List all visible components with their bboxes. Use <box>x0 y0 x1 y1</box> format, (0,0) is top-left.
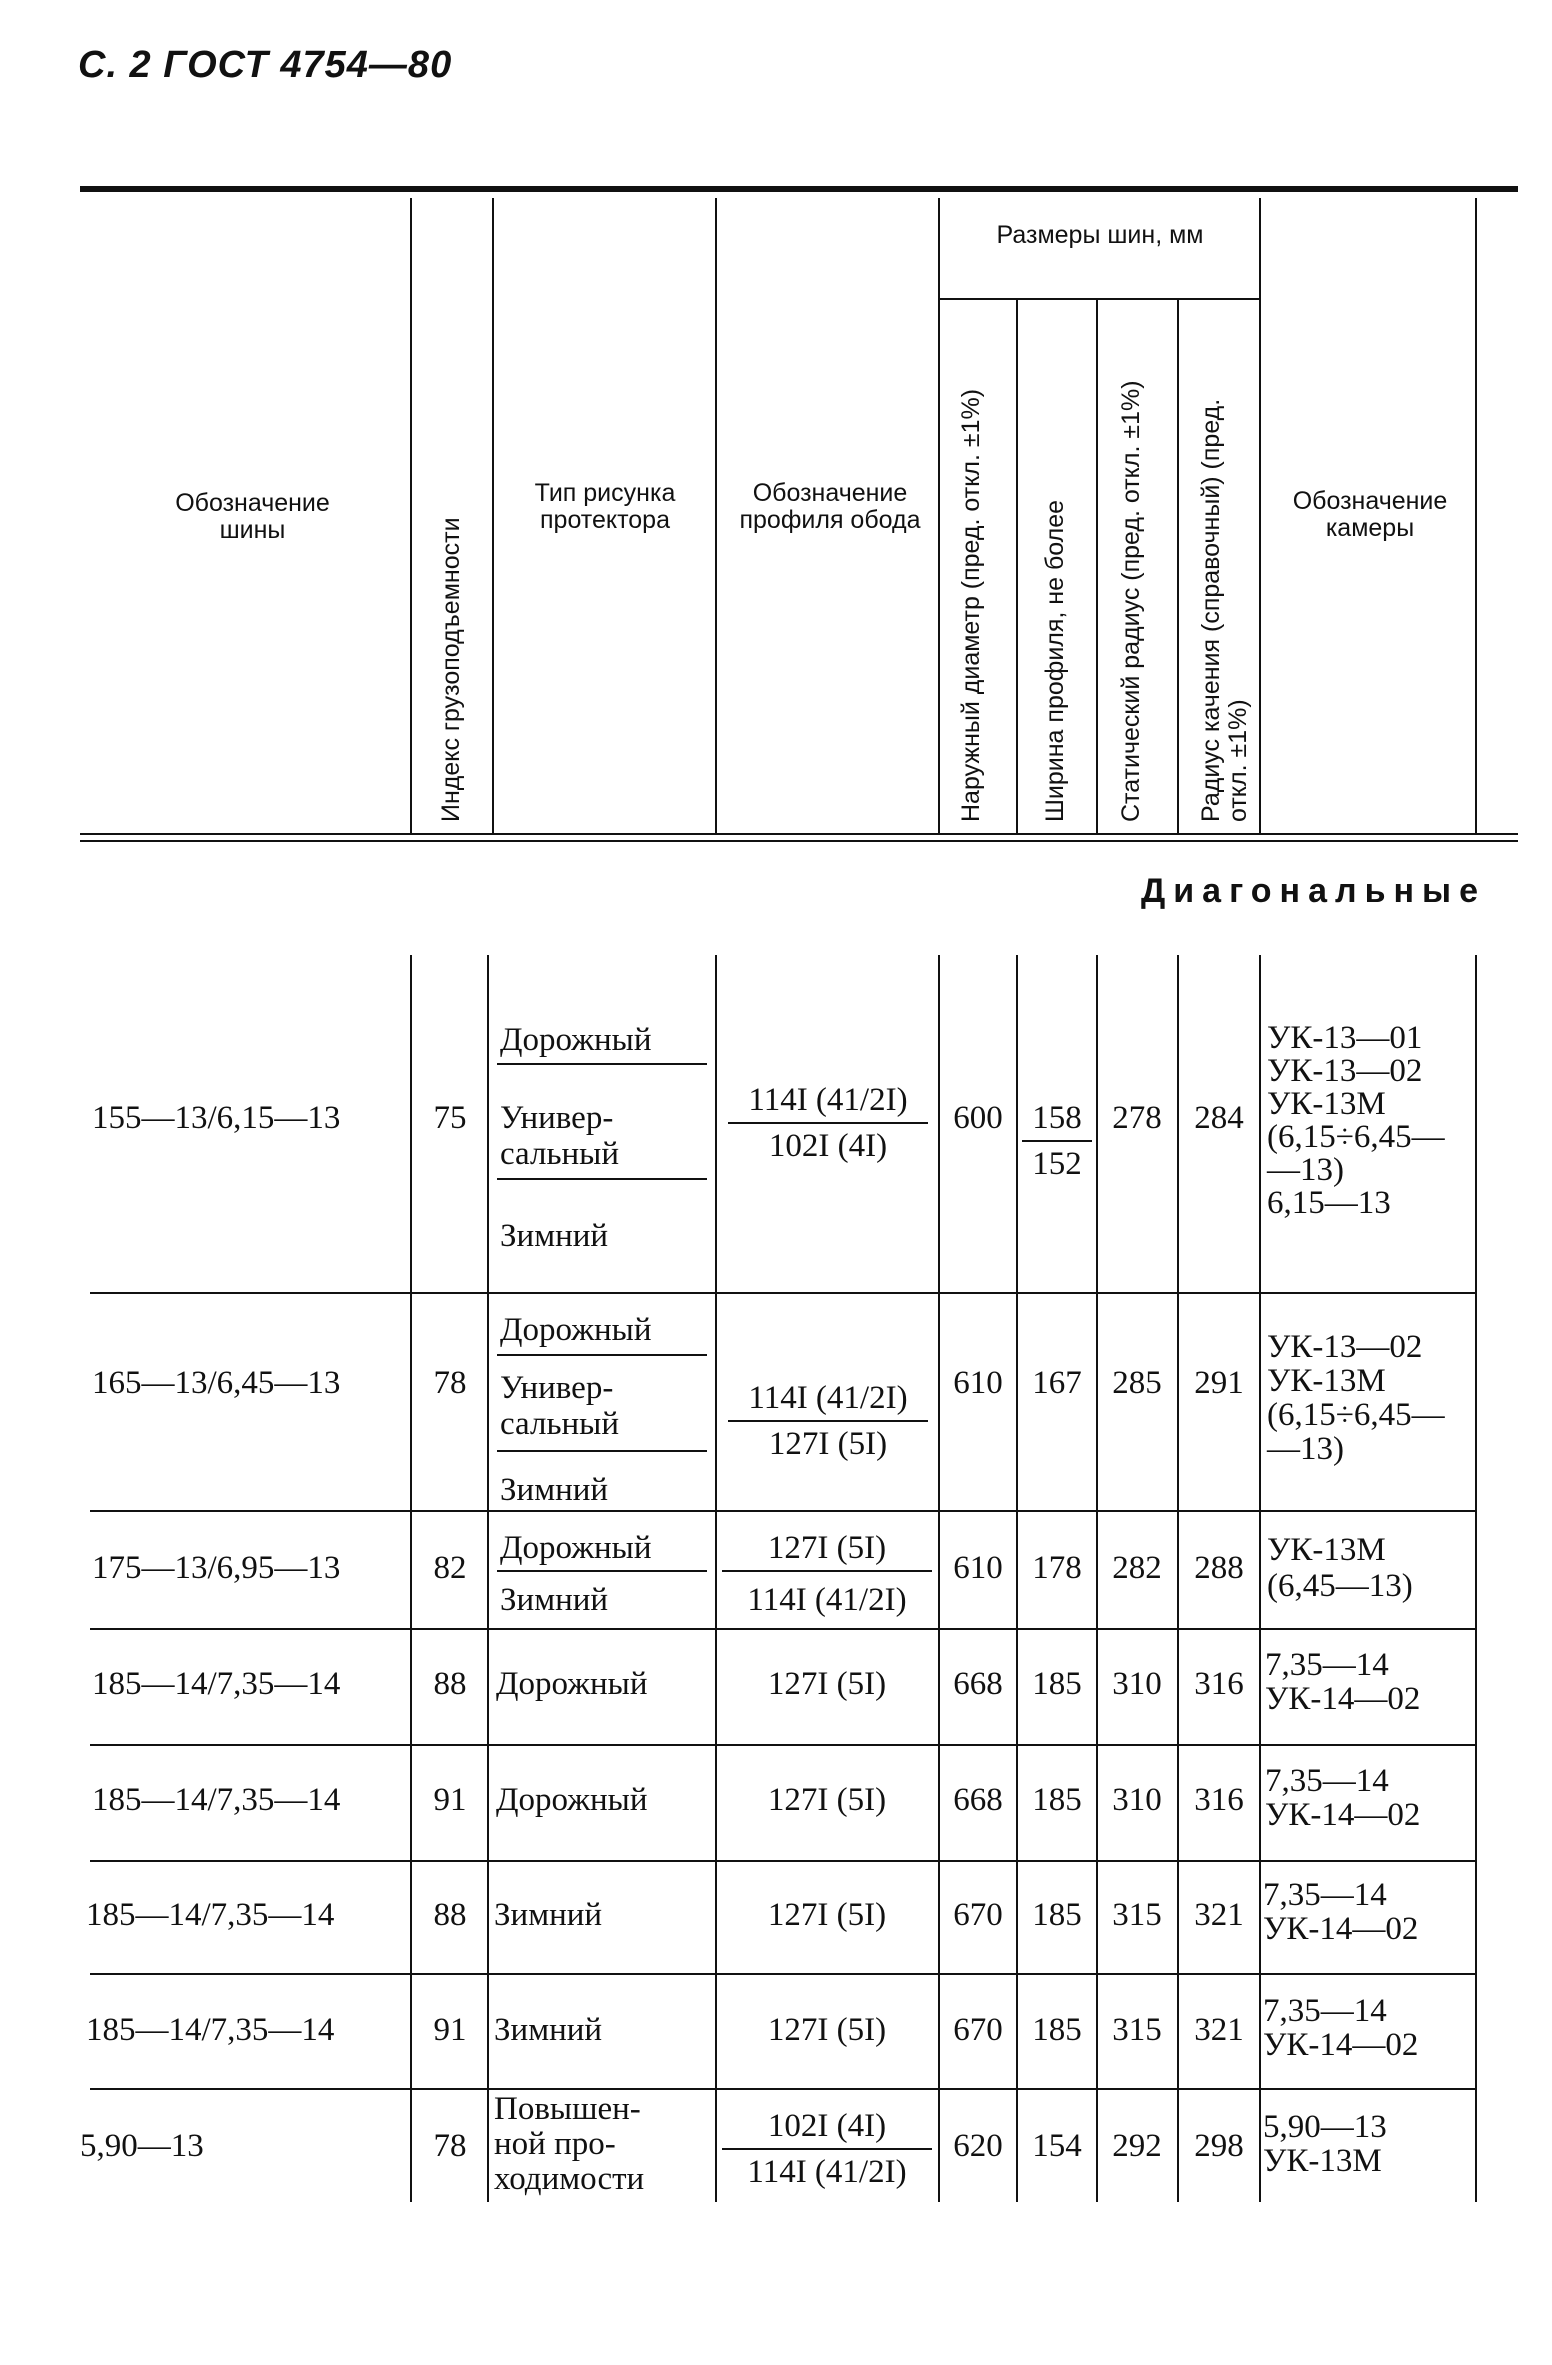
cell-tread: Зимний <box>500 1472 609 1508</box>
cell-tread: Дорожный <box>500 1530 652 1566</box>
row-separator <box>90 2088 1475 2090</box>
cell-rim: 127I (5I) <box>767 1530 887 1566</box>
tread-separator <box>497 1178 707 1180</box>
cell-rim <box>722 2108 932 2190</box>
row-separator <box>90 1510 1475 1512</box>
cell-load-index: 75 <box>433 1100 467 1136</box>
header-col-divider <box>492 198 494 834</box>
cell-static-radius: 282 <box>1112 1550 1162 1586</box>
body-col-divider <box>1259 955 1261 2202</box>
cell-tyre: 185—14/7,35—14 <box>86 1897 335 1933</box>
row-separator <box>90 1292 1475 1294</box>
cell-load-index: 88 <box>433 1666 467 1702</box>
cell-tube: УК-13—02 УК-13М (6,15÷6,45— —13) <box>1267 1329 1445 1467</box>
cell-tread: Дорожный <box>500 1022 652 1058</box>
cell-rolling-radius: 298 <box>1194 2128 1244 2164</box>
header-tyre: Обозначение шины <box>175 489 330 544</box>
tread-separator <box>497 1570 707 1572</box>
cell-section-width: 185 <box>1032 1666 1082 1702</box>
rim-value-bottom: 114I (41/2I) <box>747 2154 907 2190</box>
cell-outer-diameter: 670 <box>953 1897 1003 1933</box>
cell-rim: 114I (41/2I) <box>747 1582 907 1618</box>
cell-outer-diameter: 600 <box>953 1100 1003 1136</box>
cell-rolling-radius: 316 <box>1194 1782 1244 1818</box>
header-section-width: Ширина профиля, не более <box>1041 499 1069 822</box>
cell-section-width: 154 <box>1032 2128 1082 2164</box>
tread-separator <box>497 1063 707 1065</box>
cell-static-radius: 310 <box>1112 1666 1162 1702</box>
header-col-divider <box>1016 300 1018 834</box>
header-col-divider <box>938 198 940 834</box>
cell-tyre: 155—13/6,15—13 <box>92 1100 341 1136</box>
header-rim: Обозначение профиля обода <box>739 479 921 534</box>
rim-value-top: 102I (4I) <box>767 2108 887 2144</box>
cell-rim: 127I (5I) <box>767 2012 887 2048</box>
cell-load-index: 78 <box>433 1365 467 1401</box>
header-col-divider <box>715 198 717 834</box>
cell-tyre: 185—14/7,35—14 <box>92 1666 341 1702</box>
fraction-bar <box>728 1420 928 1422</box>
cell-outer-diameter: 610 <box>953 1550 1003 1586</box>
cell-rolling-radius: 291 <box>1194 1365 1244 1401</box>
cell-tube: УК-13—01 УК-13—02 УК-13М (6,15÷6,45— —13) 6,15—13 <box>1267 1020 1445 1221</box>
cell-tube: 7,35—14 УК-14—02 <box>1263 1993 1419 2063</box>
rim-value-bottom: 102I (4I) <box>768 1128 888 1164</box>
header-static-radius: Статический радиус (пред. откл. ±1%) <box>1117 380 1145 822</box>
cell-section-width: 185 <box>1032 1897 1082 1933</box>
header-sizes-group: Размеры шин, мм <box>996 221 1204 249</box>
cell-tread: Универ- сальный <box>500 1370 619 1442</box>
header-rolling-radius: Радиус качения (справочный) (пред. откл. ±1%) <box>1197 398 1252 822</box>
cell-section-width: 167 <box>1032 1365 1082 1401</box>
table-header-bottom-rule-2 <box>80 840 1518 842</box>
cell-tyre: 165—13/6,45—13 <box>92 1365 341 1401</box>
rim-value-bottom: 127I (5I) <box>768 1426 888 1462</box>
cell-rim: 127I (5I) <box>767 1897 887 1933</box>
cell-section-width: 185 <box>1032 2012 1082 2048</box>
cell-tread: Универ- сальный <box>500 1100 619 1172</box>
cell-outer-diameter: 610 <box>953 1365 1003 1401</box>
cell-static-radius: 310 <box>1112 1782 1162 1818</box>
cell-rolling-radius: 288 <box>1194 1550 1244 1586</box>
rim-value-top: 114I (41/2I) <box>748 1380 908 1416</box>
cell-static-radius: 278 <box>1112 1100 1162 1136</box>
cell-tyre: 185—14/7,35—14 <box>86 2012 335 2048</box>
cell-static-radius: 315 <box>1112 1897 1162 1933</box>
cell-load-index: 78 <box>433 2128 467 2164</box>
cell-tread: Повышен- ной про- ходимости <box>494 2091 645 2197</box>
cell-tread: Зимний <box>500 1582 609 1618</box>
width-value-bottom: 152 <box>1032 1146 1082 1182</box>
cell-section-width: 185 <box>1032 1782 1082 1818</box>
cell-outer-diameter: 620 <box>953 2128 1003 2164</box>
cell-tread: Дорожный <box>496 1782 648 1818</box>
cell-tyre: 185—14/7,35—14 <box>92 1782 341 1818</box>
table-top-rule <box>80 186 1518 192</box>
fraction-bar <box>1022 1140 1092 1142</box>
cell-rim <box>728 1082 928 1164</box>
cell-tube: 7,35—14 УК-14—02 <box>1265 1763 1421 1833</box>
row-separator <box>90 1744 1475 1746</box>
page-header: С. 2 ГОСТ 4754—80 <box>78 44 453 86</box>
sizes-group-underline <box>940 298 1259 300</box>
cell-static-radius: 315 <box>1112 2012 1162 2048</box>
cell-rim: 127I (5I) <box>767 1782 887 1818</box>
cell-tube: 5,90—13 УК-13М <box>1263 2109 1387 2179</box>
cell-tyre: 5,90—13 <box>80 2128 204 2164</box>
cell-load-index: 88 <box>433 1897 467 1933</box>
rim-separator <box>722 1570 932 1572</box>
body-col-divider <box>1475 955 1477 2202</box>
header-col-divider <box>1096 300 1098 834</box>
cell-static-radius: 285 <box>1112 1365 1162 1401</box>
cell-tread: Зимний <box>494 2012 603 2048</box>
cell-load-index: 91 <box>433 2012 467 2048</box>
cell-tread: Зимний <box>494 1897 603 1933</box>
cell-section-width <box>1022 1100 1092 1182</box>
row-separator <box>90 1628 1475 1630</box>
section-title: Диагональные <box>1141 872 1486 910</box>
cell-tread: Дорожный <box>500 1312 652 1348</box>
header-load-index: Индекс грузоподъемности <box>437 517 465 822</box>
cell-tube: УК-13М (6,45—13) <box>1267 1532 1413 1604</box>
header-col-divider <box>1259 198 1261 834</box>
header-col-divider <box>1475 198 1477 834</box>
cell-rolling-radius: 316 <box>1194 1666 1244 1702</box>
body-col-divider <box>715 955 717 2202</box>
fraction-bar <box>728 1122 928 1124</box>
cell-load-index: 82 <box>433 1550 467 1586</box>
header-tube: Обозначение камеры <box>1292 487 1448 542</box>
header-col-divider <box>1177 300 1179 834</box>
tread-separator <box>497 1450 707 1452</box>
rim-value-top: 114I (41/2I) <box>748 1082 908 1118</box>
width-value-top: 158 <box>1032 1100 1082 1136</box>
cell-tube: 7,35—14 УК-14—02 <box>1263 1877 1419 1947</box>
cell-rolling-radius: 321 <box>1194 2012 1244 2048</box>
cell-tube: 7,35—14 УК-14—02 <box>1265 1647 1421 1717</box>
fraction-bar <box>722 2148 932 2150</box>
cell-rim: 127I (5I) <box>767 1666 887 1702</box>
cell-static-radius: 292 <box>1112 2128 1162 2164</box>
cell-outer-diameter: 670 <box>953 2012 1003 2048</box>
cell-outer-diameter: 668 <box>953 1782 1003 1818</box>
cell-rolling-radius: 284 <box>1194 1100 1244 1136</box>
row-separator <box>90 1973 1475 1975</box>
header-outer-diameter: Наружный диаметр (пред. откл. ±1%) <box>957 388 985 822</box>
table-header-bottom-rule <box>80 833 1518 835</box>
header-col-divider <box>410 198 412 834</box>
cell-load-index: 91 <box>433 1782 467 1818</box>
cell-rim <box>728 1380 928 1462</box>
tread-separator <box>497 1354 707 1356</box>
cell-tread: Зимний <box>500 1218 609 1254</box>
row-separator <box>90 1860 1475 1862</box>
cell-tread: Дорожный <box>496 1666 648 1702</box>
cell-outer-diameter: 668 <box>953 1666 1003 1702</box>
cell-section-width: 178 <box>1032 1550 1082 1586</box>
header-tread: Тип рисунка протектора <box>534 479 676 534</box>
cell-tyre: 175—13/6,95—13 <box>92 1550 341 1586</box>
cell-rolling-radius: 321 <box>1194 1897 1244 1933</box>
